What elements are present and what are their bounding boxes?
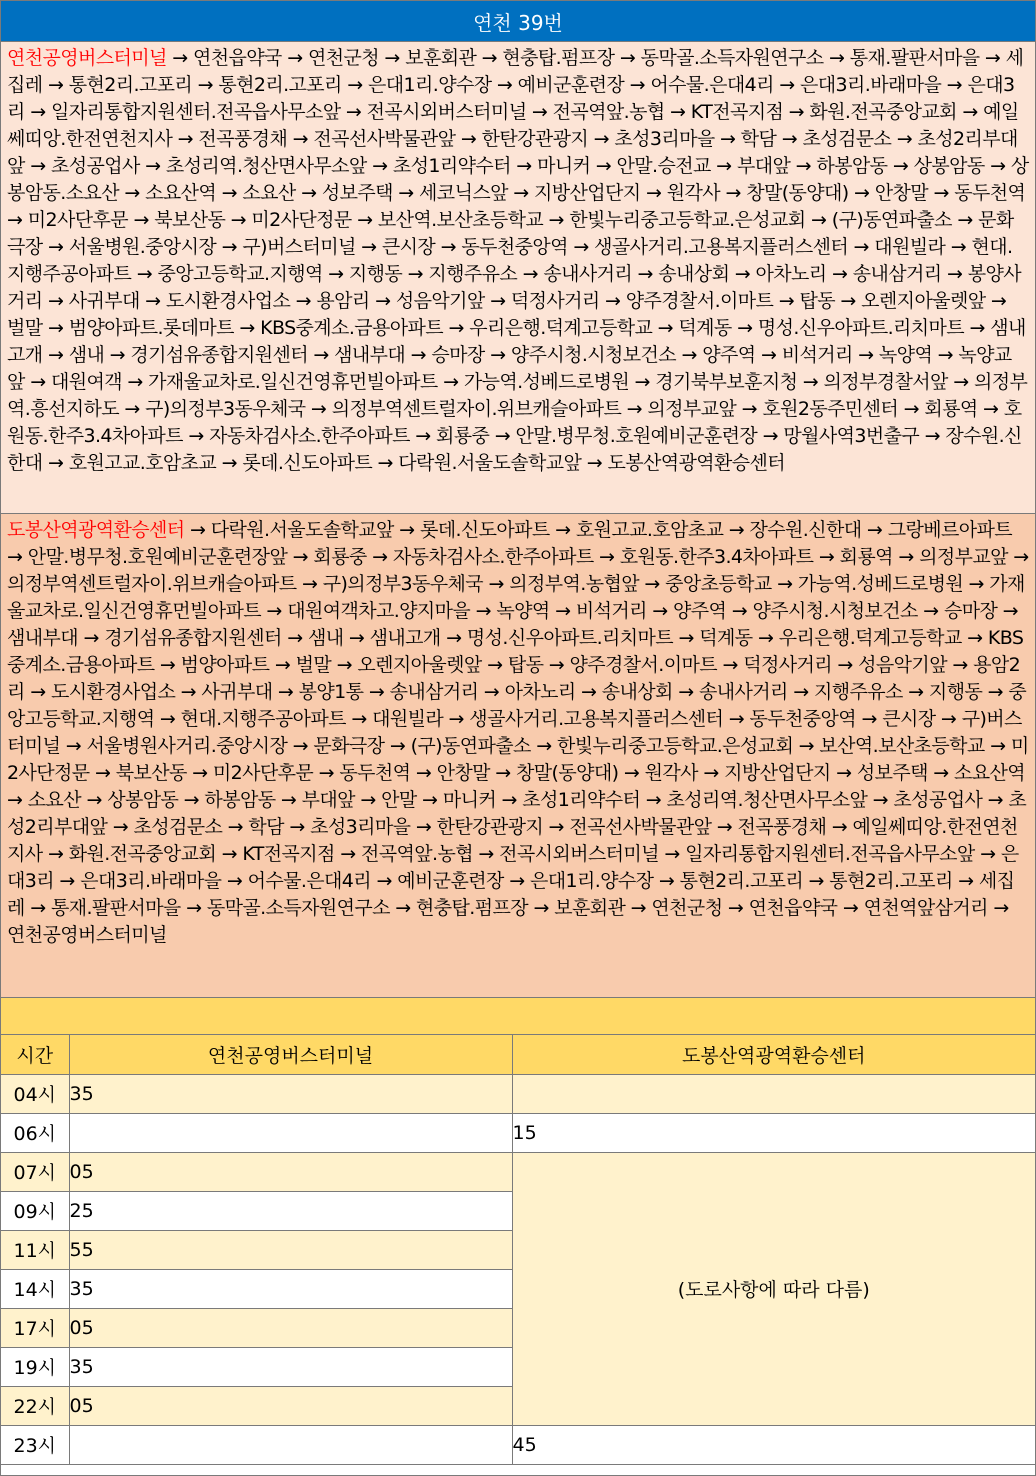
header-spacer-bar [1,998,1035,1035]
hour-cell: 22시 [1,1386,69,1425]
header-hour: 시간 [1,1035,69,1074]
table-row [1,1113,1035,1152]
hour-cell: 23시 [1,1425,69,1464]
hour-cell: 11시 [1,1230,69,1269]
table-row [1,1425,1035,1464]
departure-cell-a: 55 [69,1230,512,1269]
route-outbound [1,42,1035,514]
route-inbound-origin: 도봉산역광역환승센터 [7,519,185,541]
departure-cell-a: 35 [69,1347,512,1386]
departure-cell-b: 15 [512,1113,1035,1152]
route-inbound-stops: → 다락원.서울도솔학교앞 → 롯데.신도아파트 → 호원고교.호암초교 → 장수원.신한대 → 그랑베르아파트 → 안말.병무청.호원예비군훈련장앞 → 회룡중 → 자동차검사소.한주아파트 → 호원동.한주3.4차아파트 → 회룡역 → 의정부교앞 → 의정부역센트럴자이.위브캐슬아파트 → 구)의정부3동우체국 → 의정부역.농협앞 → 중앙초등학교 → 가능역.성베드로병원 → 가재울교차로.일신건영휴먼빌아파트 → 대원여객차고.양지마을 → 녹양역 → 비석거리 → 양주역 → 양주시청.시청보건소 → 승마장 → 샘내부대 → 경기섬유종합지원센터 → 샘내 → 샘내고개 → 명성.신우아파트.리치마트 → 덕계동 → 우리은행.덕계고등학교 → KBS중계소.금용아파트 → 범양아파트 → 벌말 → 오렌지아울렛앞 → 탑동 → 양주경찰서.이마트 → 덕정사거리 → 성음악기앞 → 용암2리 → 도시환경사업소 → 사귀부대 → 봉양1통 → 송내삼거리 → 아차노리 → 송내상회 → 송내사거리 → 지행주유소 → 지행동 → 중앙고등학교.지행역 → 현대.지행주공아파트 → 대원빌라 → 생골사거리.고용복지플러스센터 → 동두천중앙역 → 큰시장 → 구)버스터미널 → 서울병원사거리.중앙시장 → 문화극장 → (구)동연파출소 → 한빛누리중고등학교.은성교회 → 보산역.보산초등학교 → 미2사단정문 → 북보산동 → 미2사단후문 → 동두천역 → 안창말 → 창말(동양대) → 원각사 → 지방산업단지 → 성보주택 → 소요산역 → 소요산 → 상봉암동 → 하봉암동 → 부대앞 → 안말 → 마니커 → 초성1리약수터 → 초성리역.청산면사무소앞 → 초성공업사 → 초성2리부대앞 → 초성검문소 → 학담 → 초성3리마을 → 한탄강관광지 → 전곡선사박물관앞 → 전곡풍경채 → 예일쎄띠앙.한전연천지사 → 화원.전곡중앙교회 → KT전곡지점 → 전곡역앞.농협 → 전곡시외버스터미널 → 일자리통합지원센터.전곡읍사무소앞 → 은대3리 → 은대3리.바래마을 → 어수물.은대4리 → 예비군훈련장 → 은대1리.양수장 → 통현2리.고포리 → 통현2리.고포리 → 세집레 → 통재.팔판서마을 → 동막골.소득자원연구소 → 현충탑.펌프장 → 보훈회관 → 연천군청 → 연천읍약국 → 연천역앞삼거리 → 연천공영버스터미널 [7,519,1029,946]
header-origin-terminal: 연천공영버스터미널 [69,1035,512,1074]
hour-cell: 19시 [1,1347,69,1386]
route-inbound [1,514,1035,998]
departure-cell-a [69,1113,512,1152]
departure-cell-a: 05 [69,1152,512,1191]
hour-cell: 06시 [1,1113,69,1152]
header-destination-terminal: 도봉산역광역환승센터 [512,1035,1035,1074]
departure-cell-a [69,1425,512,1464]
departure-cell-a: 25 [69,1191,512,1230]
departure-cell-a: 05 [69,1386,512,1425]
departure-cell-a: 05 [69,1308,512,1347]
departure-cell-a: 35 [69,1074,512,1113]
route-outbound-stops: → 연천읍약국 → 연천군청 → 보훈회관 → 현충탑.펌프장 → 동막골.소득자원연구소 → 통재.팔판서마을 → 세집레 → 통현2리.고포리 → 통현2리.고포리 → 은대1리.양수장 → 예비군훈련장 → 어수물.은대4리 → 은대3리.바래마을 → 은대3리 → 일자리통합지원센터.전곡읍사무소앞 → 전곡시외버스터미널 → 전곡역앞.농협 → KT전곡지점 → 화원.전곡중앙교회 → 예일쎄띠앙.한전연천지사 → 전곡풍경채 → 전곡선사박물관앞 → 한탄강관광지 → 초성3리마을 → 학담 → 초성검문소 → 초성2리부대앞 → 초성공업사 → 초성리역.청산면사무소앞 → 초성1리약수터 → 마니커 → 안말.승전교 → 부대앞 → 하봉암동 → 상봉암동 → 상봉암동.소요산 → 소요산역 → 소요산 → 성보주택 → 세코닉스앞 → 지방산업단지 → 원각사 → 창말(동양대) → 안창말 → 동두천역 → 미2사단후문 → 북보산동 → 미2사단정문 → 보산역.보산초등학교 → 한빛누리중고등학교.은성교회 → (구)동연파출소 → 문화극장 → 서울병원.중앙시장 → 구)버스터미널 → 큰시장 → 동두천중앙역 → 생골사거리.고용복지플러스센터 → 대원빌라 → 현대.지행주공아파트 → 중앙고등학교.지행역 → 지행동 → 지행주유소 → 송내사거리 → 송내상회 → 아차노리 → 송내삼거리 → 봉양사거리 → 사귀부대 → 도시환경사업소 → 용암리 → 성음악기앞 → 덕정사거리 → 양주경찰서.이마트 → 탑동 → 오렌지아울렛앞 → 벌말 → 범양아파트.롯데마트 → KBS중계소.금용아파트 → 우리은행.덕계고등학교 → 덕계동 → 명성.신우아파트.리치마트 → 샘내고개 → 샘내 → 경기섬유종합지원센터 → 샘내부대 → 승마장 → 양주시청.시청보건소 → 양주역 → 비석거리 → 녹양역 → 녹양교앞 → 대원여객 → 가재울교차로.일신건영휴먼빌아파트 → 가능역.성베드로병원 → 경기북부보훈지청 → 의정부경찰서앞 → 의정부역.흥선지하도 → 구)의정부3동우체국 → 의정부역센트럴자이.위브캐슬아파트 → 의정부교앞 → 호원2동주민센터 → 회룡역 → 호원동.한주3.4차아파트 → 자동차검사소.한주아파트 → 회룡중 → 안말.병무청.호원예비군훈련장 → 망월사역3번출구 → 장수원.신한대 → 호원고교.호암초교 → 롯데.신도아파트 → 다락원.서울도솔학교앞 → 도봉산역광역환승센터 [7,47,1029,474]
timetable-header-row [1,1035,1035,1074]
route-title: 연천 39번 [1,1,1035,42]
hour-cell: 09시 [1,1191,69,1230]
departure-cell-b [512,1074,1035,1113]
departure-cell-b: 45 [512,1425,1035,1464]
table-row [1,1074,1035,1113]
table-row [1,1152,1035,1191]
hour-cell: 17시 [1,1308,69,1347]
departure-timetable [1,1035,1035,1465]
hour-cell: 14시 [1,1269,69,1308]
road-condition-note: (도로사항에 따라 다름) [512,1152,1035,1425]
hour-cell: 07시 [1,1152,69,1191]
hour-cell: 04시 [1,1074,69,1113]
departure-cell-a: 35 [69,1269,512,1308]
route-outbound-origin: 연천공영버스터미널 [7,47,167,69]
